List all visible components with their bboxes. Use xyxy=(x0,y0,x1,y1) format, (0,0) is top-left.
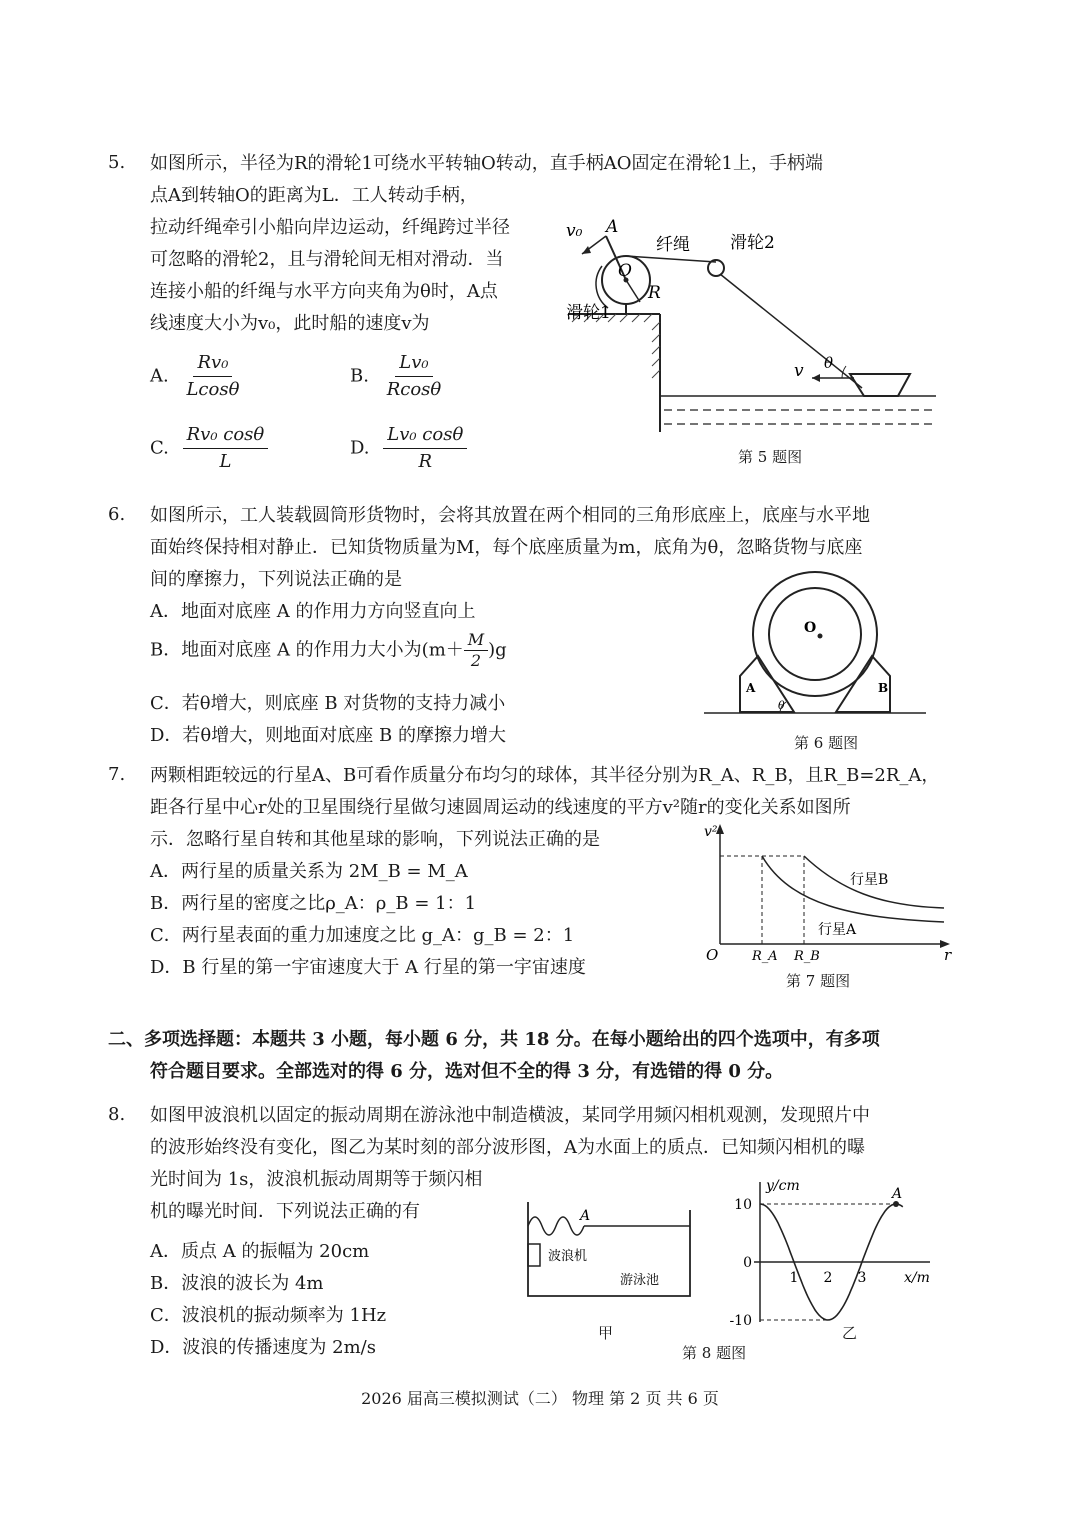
q7-line-2: 距各行星中心r处的卫星围绕行星做匀速圆周运动的线速度的平方v²随r的变化关系如图所 xyxy=(150,797,851,818)
bank-hatch xyxy=(572,314,660,378)
q5-line-5: 连接小船的纤绳与水平方向夹角为θ时，A点 xyxy=(150,281,498,302)
label-o: O xyxy=(804,620,817,636)
q8-option-b: B．波浪的波长为 4m xyxy=(150,1273,324,1294)
label-a: A xyxy=(892,1186,903,1202)
section-2-heading: 二、多项选择题：本题共 3 小题，每小题 6 分，共 18 分。在每小题给出的四个选项中，有多项 xyxy=(108,1029,880,1050)
q5-line-3: 拉动纤绳牵引小船向岸边运动，纤绳跨过半径 xyxy=(150,217,510,238)
label-theta: θ xyxy=(824,354,834,372)
q8-figure-jia xyxy=(520,1196,700,1306)
q8-figure-yi xyxy=(720,1176,940,1326)
label-machine: 波浪机 xyxy=(548,1249,588,1264)
label-pool: 游泳池 xyxy=(620,1273,660,1288)
x-axis-label: x/m xyxy=(904,1270,930,1286)
label-rb: R_B xyxy=(794,949,820,964)
label-planet-a: 行星A xyxy=(818,922,857,938)
q8-option-c: C．波浪机的振动频率为 1Hz xyxy=(150,1305,387,1326)
q7-caption: 第 7 题图 xyxy=(786,972,851,990)
label-r: r xyxy=(944,946,952,964)
q7-line-3: 示．忽略行星自转和其他星球的影响，下列说法正确的是 xyxy=(150,829,600,850)
q6-line-2: 面始终保持相对静止．已知货物质量为M，每个底座质量为m，底角为θ，忽略货物与底座 xyxy=(150,537,863,558)
rope-to-boat xyxy=(720,274,862,388)
q8-line-3: 光时间为 1s，波浪机振动周期等于频闪相 xyxy=(150,1169,483,1190)
q8-line-2: 的波形始终没有变化，图乙为某时刻的部分波形图，A为水面上的质点．已知频闪相机的曝 xyxy=(150,1137,865,1158)
label-a: A xyxy=(606,217,619,237)
waves xyxy=(528,1217,584,1235)
theta-arc xyxy=(842,366,846,378)
q5-figure xyxy=(560,210,950,440)
q7-line-1: 两颗相距较远的行星A、B可看作质量分布均匀的球体，其半径分别为R_A、R_B，且R_B=2R_A， xyxy=(150,765,940,786)
x-tick-2: 2 xyxy=(823,1270,833,1286)
label-o: O xyxy=(618,261,632,281)
q6-number: 6. xyxy=(108,504,126,525)
v-arrow-head xyxy=(812,374,820,382)
q8-option-d: D．波浪的传播速度为 2m/s xyxy=(150,1337,376,1358)
q7-figure xyxy=(700,820,960,965)
pulley-2 xyxy=(708,260,724,276)
q5-line-2: 点A到转轴O的距离为L．工人转动手柄， xyxy=(150,185,478,206)
q8-label-jia: 甲 xyxy=(598,1324,614,1342)
label-v2: v² xyxy=(704,824,718,840)
v0-arrow-head xyxy=(582,246,591,254)
q5-option-b: B. $\frac{\text{Lv₀}}{Rcos\theta}$ xyxy=(350,352,442,400)
q8-caption: 第 8 题图 xyxy=(682,1344,747,1362)
q6-figure xyxy=(700,566,930,726)
q5-caption: 第 5 题图 xyxy=(738,448,803,466)
q7-number: 7. xyxy=(108,764,126,785)
q6-line-1: 如图所示，工人装载圆筒形货物时，会将其放置在两个相同的三角形底座上，底座与水平地 xyxy=(150,505,870,526)
label-ra: R_A xyxy=(752,949,778,964)
label-rope: 纤绳 xyxy=(656,235,690,255)
label-planet-b: 行星B xyxy=(850,872,889,888)
q8-line-1: 如图甲波浪机以固定的振动周期在游泳池中制造横波，某同学用频闪相机观测，发现照片中 xyxy=(150,1105,870,1126)
q5-option-d: D. $\frac{\text{Lv₀ cosθ}}{R}$ xyxy=(350,422,467,475)
q6-option-d: D．若θ增大，则地面对底座 B 的摩擦力增大 xyxy=(150,725,506,746)
y-axis-label: y/cm xyxy=(766,1178,800,1194)
label-a: A xyxy=(746,681,756,695)
label-b: B xyxy=(878,681,889,695)
y-tick-10: 10 xyxy=(734,1197,752,1213)
y-tick-0: 0 xyxy=(743,1255,752,1271)
radius-r xyxy=(626,280,640,302)
wave-machine-box xyxy=(528,1244,540,1266)
label-theta: θ xyxy=(778,699,785,712)
label-v: v xyxy=(794,361,804,381)
q7-option-a: A．两行星的质量关系为 2M_B = M_A xyxy=(150,861,468,882)
page-footer: 2026 届高三模拟测试（二） 物理 第 2 页 共 6 页 xyxy=(361,1389,719,1408)
label-pulley-1: 滑轮1 xyxy=(566,303,611,323)
q8-line-4: 机的曝光时间．下列说法正确的有 xyxy=(150,1201,420,1222)
x-tick-3: 3 xyxy=(857,1270,867,1286)
q5-line-1: 如图所示，半径为R的滑轮1可绕水平转轴O转动，直手柄AO固定在滑轮1上，手柄端 xyxy=(150,153,823,174)
x-tick-1: 1 xyxy=(789,1270,799,1286)
q6-option-c: C．若θ增大，则底座 B 对货物的支持力减小 xyxy=(150,693,506,714)
y-tick-neg-10: -10 xyxy=(729,1313,752,1326)
q6-option-b: B．地面对底座 A 的作用力大小为(m＋ $\frac{M}{2}$ )g xyxy=(150,630,507,670)
q5-option-c: C. $\frac{\text{Rv₀ cosθ}}{L}$ xyxy=(150,422,268,475)
label-v0: v₀ xyxy=(566,221,583,241)
label-origin: O xyxy=(706,946,719,964)
q5-line-6: 线速度大小为v₀，此时船的速度v为 xyxy=(150,313,430,334)
label-a: A xyxy=(580,1208,591,1224)
section-2-rules: 符合题目要求。全部选对的得 6 分，选对但不全的得 3 分，有选错的得 0 分。 xyxy=(150,1061,784,1082)
q7-option-d: D．B 行星的第一宇宙速度大于 A 行星的第一宇宙速度 xyxy=(150,957,586,978)
label-pulley-2: 滑轮2 xyxy=(730,233,775,253)
q5-line-4: 可忽略的滑轮2，且与滑轮间无相对滑动．当 xyxy=(150,249,504,270)
label-r: R xyxy=(648,283,661,303)
q8-number: 8. xyxy=(108,1104,126,1125)
q8-option-a: A．质点 A 的振幅为 20cm xyxy=(150,1241,370,1262)
q5-option-a: A. $\frac{\text{Rv₀}}{Lcos\theta}$ xyxy=(150,352,240,400)
q8-label-yi: 乙 xyxy=(842,1324,858,1342)
q5-number: 5. xyxy=(108,152,126,173)
q6-line-3: 间的摩擦力，下列说法正确的是 xyxy=(150,569,402,590)
q6-caption: 第 6 题图 xyxy=(794,734,859,752)
q6-option-a: A．地面对底座 A 的作用力方向竖直向上 xyxy=(150,601,476,622)
q7-option-c: C．两行星表面的重力加速度之比 g_A：g_B = 2：1 xyxy=(150,925,575,946)
q7-option-b: B．两行星的密度之比ρ_A：ρ_B = 1：1 xyxy=(150,893,477,914)
center-o xyxy=(818,634,823,639)
